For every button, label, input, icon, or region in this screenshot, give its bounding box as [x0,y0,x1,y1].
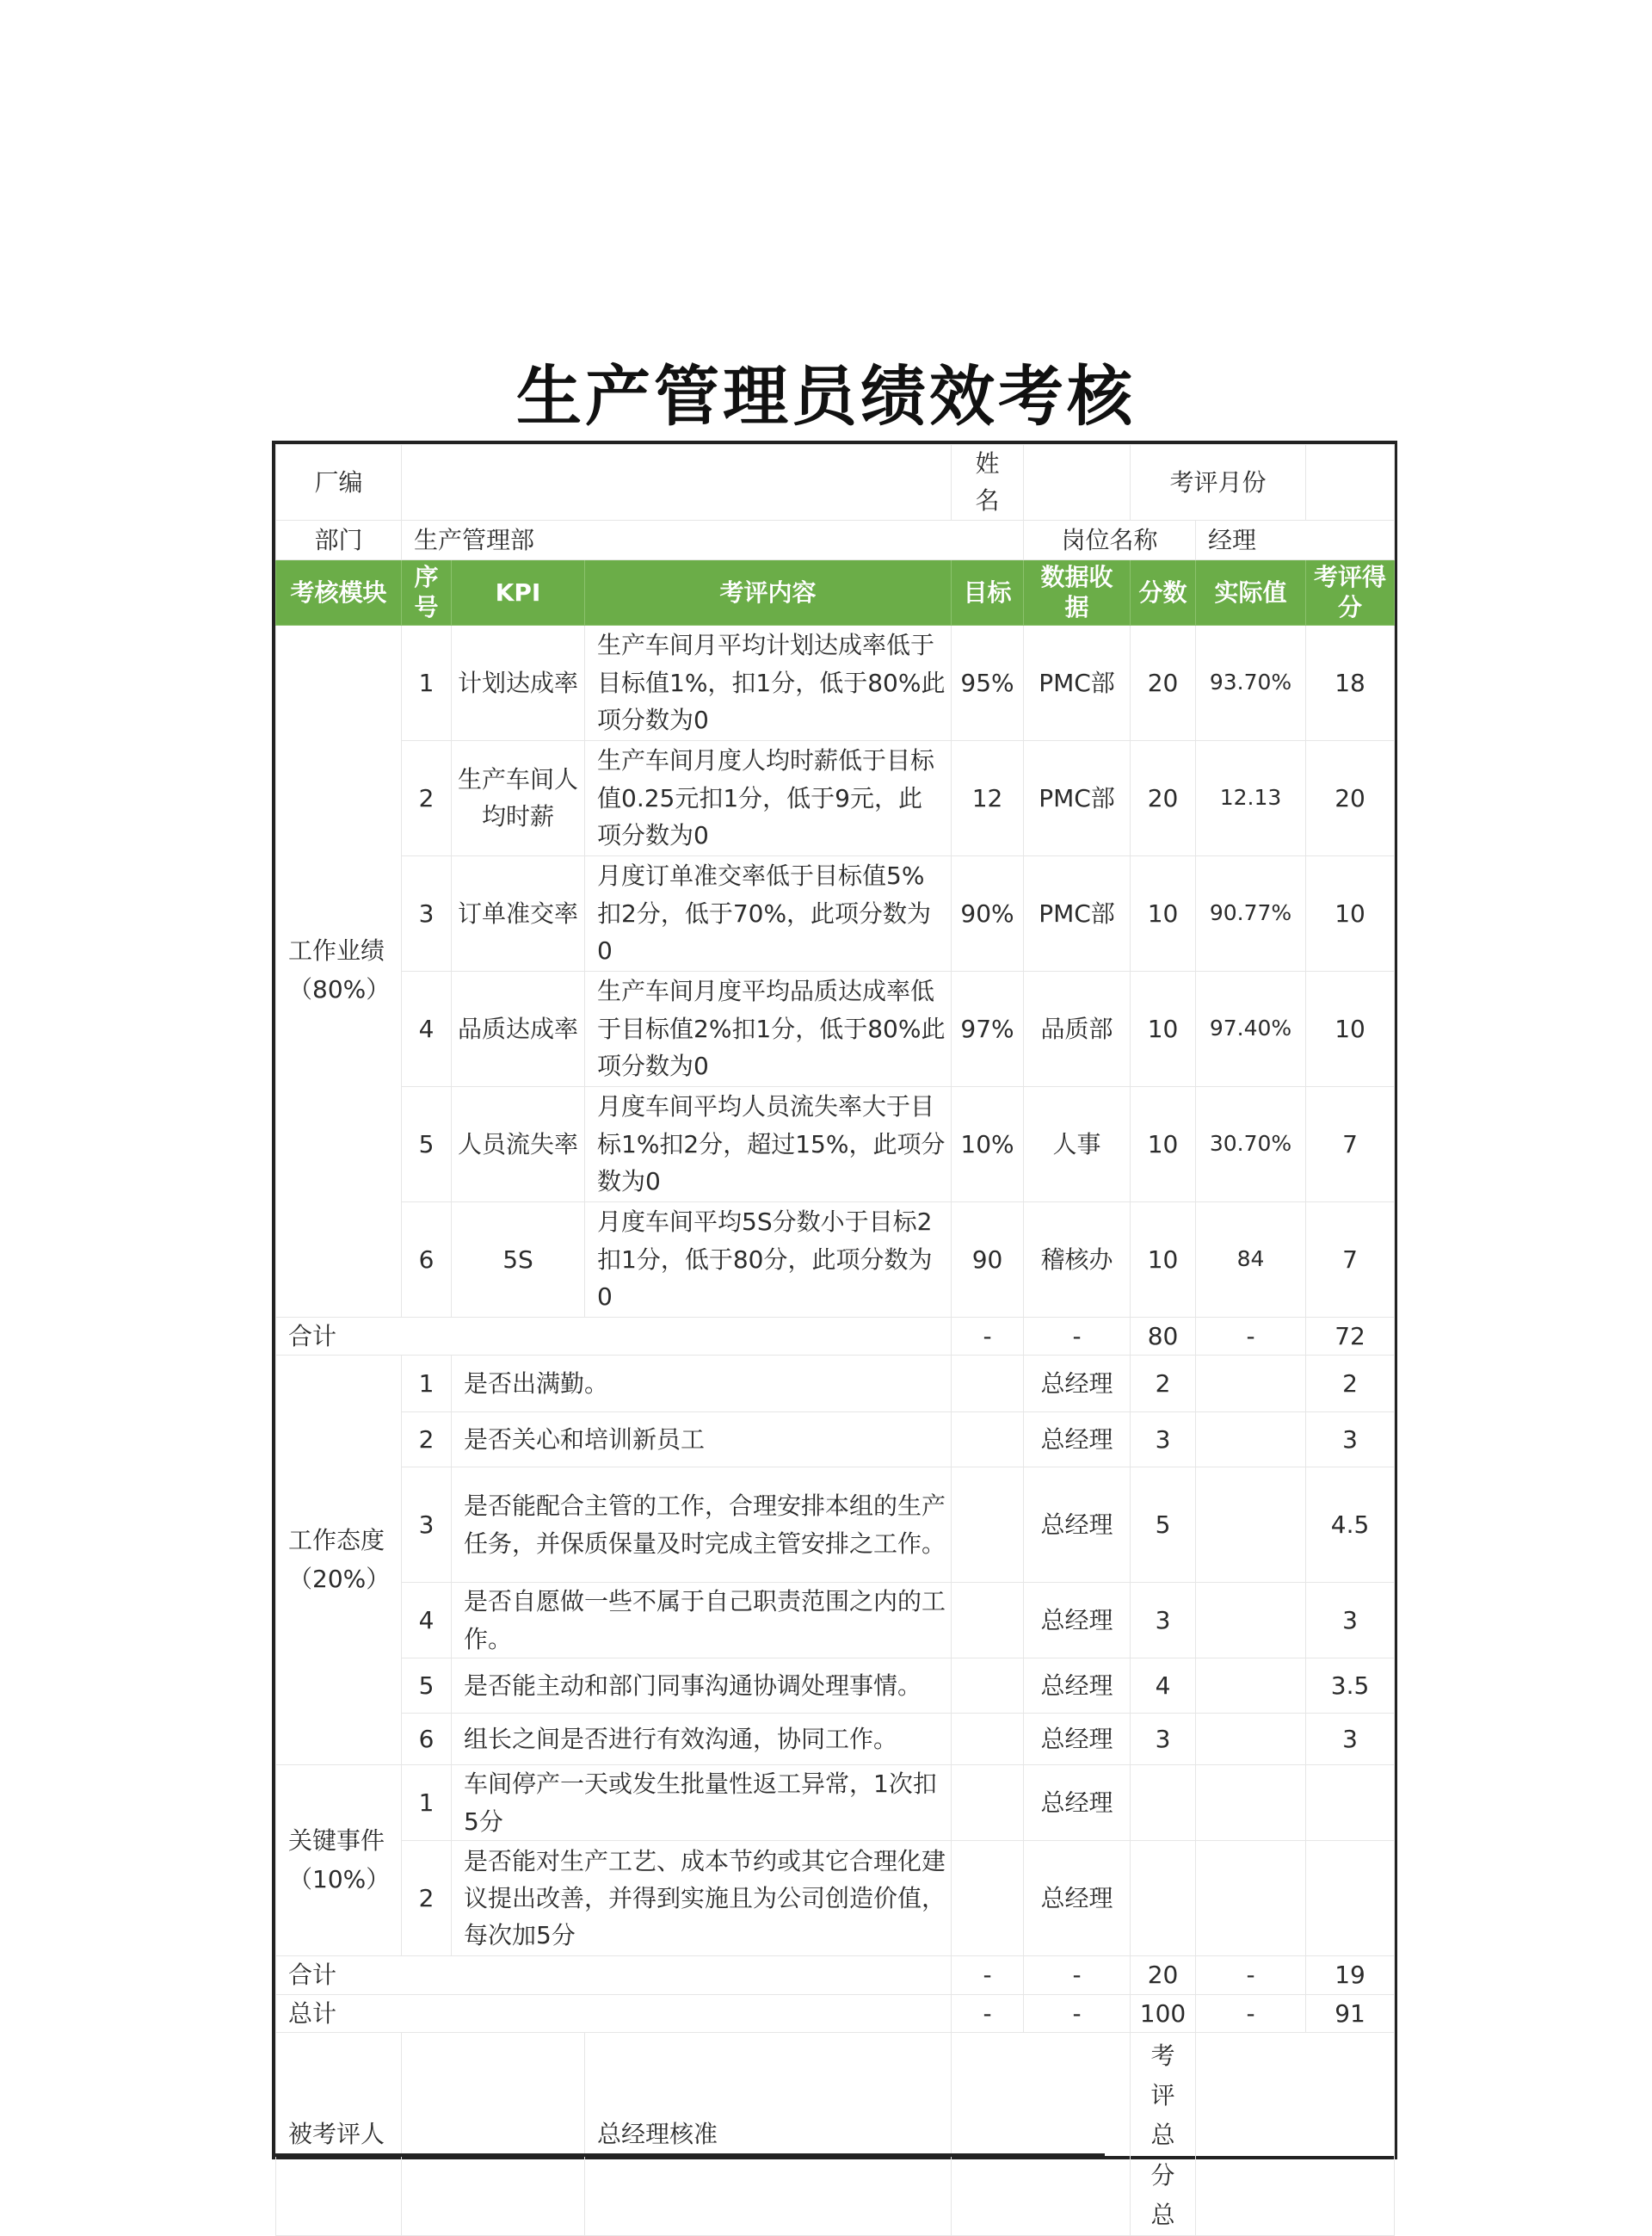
row-target [952,1841,1024,1956]
row-source: 总经理 [1024,1658,1131,1714]
row-content: 月度车间平均5S分数小于目标2扣1分，低于80分，此项分数为0 [585,1201,952,1317]
info-row-2 [276,520,1395,559]
total-label: 总计 [276,1994,952,2032]
row-actual [1196,1658,1306,1714]
row-source: 总经理 [1024,1714,1131,1765]
row-content: 生产车间月度平均品质达成率低于目标值2%扣1分，低于80%此项分数为0 [585,971,952,1086]
row-score: 10 [1131,1086,1196,1201]
row-actual: 30.70% [1196,1086,1306,1201]
row-target [952,1765,1024,1841]
row-target [952,1412,1024,1467]
row-content: 是否能对生产工艺、成本节约或其它合理化建议提出改善，并得到实施且为公司创造价值，每次加5分 [452,1841,952,1956]
total-row [276,1994,1395,2032]
row-content: 是否出满勤。 [452,1356,952,1412]
dept-label: 部门 [276,520,402,559]
row-content: 是否能主动和部门同事沟通协调处理事情。 [452,1658,952,1714]
row-content: 是否能配合主管的工作，合理安排本组的生产任务，并保质保量及时完成主管安排之工作。 [452,1467,952,1583]
row-actual [1196,1467,1306,1583]
appraisal-form [272,441,1397,2229]
header-row [276,559,1395,625]
row-no: 4 [402,971,452,1086]
row-source: PMC部 [1024,855,1131,971]
header-kpi: KPI [452,559,585,625]
row-content: 生产车间月平均计划达成率低于目标值1%，扣1分，低于80%此项分数为0 [585,625,952,740]
subtotal-actual: - [1196,1956,1306,1994]
table-row [276,971,1395,1086]
name-label: 姓 名 [952,445,1024,521]
row-target [952,1467,1024,1583]
row-score: 2 [1131,1356,1196,1412]
row-score [1131,1841,1196,1956]
header-result: 考评得分 [1306,559,1395,625]
row-content: 车间停产一天或发生批量性返工异常，1次扣5分 [452,1765,952,1841]
table-row [276,1201,1395,1317]
table-row [276,1467,1395,1583]
header-source: 数据收据 [1024,559,1131,625]
header-score: 分数 [1131,559,1196,625]
row-source: 品质部 [1024,971,1131,1086]
row-result [1306,1841,1395,1956]
row-source: 稽核办 [1024,1201,1131,1317]
subtotal-result: 72 [1306,1317,1395,1355]
page-title: 生产管理员绩效考核 [516,358,1136,435]
position-value: 经理 [1196,520,1395,559]
row-content: 月度订单准交率低于目标值5%扣2分，低于70%，此项分数为0 [585,855,952,971]
row-actual [1196,1412,1306,1467]
header-actual: 实际值 [1196,559,1306,625]
row-content: 月度车间平均人员流失率大于目标1%扣2分，超过15%，此项分数为0 [585,1086,952,1201]
row-target: 90% [952,855,1024,971]
row-score: 4 [1131,1658,1196,1714]
row-actual: 97.40% [1196,971,1306,1086]
total-score: 100 [1131,1994,1196,2032]
row-source: 总经理 [1024,1467,1131,1583]
header-target: 目标 [952,559,1024,625]
row-source: 人事 [1024,1086,1131,1201]
row-result: 4.5 [1306,1467,1395,1583]
row-kpi: 人员流失率 [452,1086,585,1201]
row-no: 6 [402,1714,452,1765]
month-value[interactable] [1306,445,1395,521]
row-result: 3 [1306,1583,1395,1658]
row-source: PMC部 [1024,625,1131,740]
row-source: 总经理 [1024,1583,1131,1658]
row-score: 3 [1131,1583,1196,1658]
subtotal-actual: - [1196,1317,1306,1355]
subtotal-source: - [1024,1956,1131,1994]
row-no: 3 [402,1467,452,1583]
table-row [276,1412,1395,1467]
row-result: 10 [1306,971,1395,1086]
row-no: 5 [402,1086,452,1201]
dept-value: 生产管理部 [402,520,1024,559]
row-kpi: 生产车间人均时薪 [452,740,585,855]
row-target: 12 [952,740,1024,855]
header-no: 序号 [402,559,452,625]
row-result: 20 [1306,740,1395,855]
row-target: 10% [952,1086,1024,1201]
appraisee-label: 被考评人 [276,2032,402,2235]
row-no: 2 [402,1412,452,1467]
row-result: 3.5 [1306,1658,1395,1714]
row-score: 10 [1131,971,1196,1086]
row-result: 7 [1306,1201,1395,1317]
row-kpi: 计划达成率 [452,625,585,740]
footer-divider [275,2153,1105,2157]
row-result: 2 [1306,1356,1395,1412]
row-actual [1196,1841,1306,1956]
row-result: 3 [1306,1412,1395,1467]
row-target: 90 [952,1201,1024,1317]
row-result: 10 [1306,855,1395,971]
appraisal-table [275,444,1395,2236]
position-label: 岗位名称 [1024,520,1196,559]
approval-signature[interactable] [952,2032,1131,2235]
row-actual [1196,1356,1306,1412]
row-score: 5 [1131,1467,1196,1583]
row-kpi: 订单准交率 [452,855,585,971]
subtotal-row [276,1956,1395,1994]
month-label: 考评月份 [1131,445,1306,521]
table-row [276,740,1395,855]
row-no: 1 [402,1356,452,1412]
row-target [952,1356,1024,1412]
row-no: 5 [402,1658,452,1714]
header-content: 考评内容 [585,559,952,625]
category-attitude: 工作态度（20%） [276,1356,402,1765]
row-score: 20 [1131,625,1196,740]
total-target: - [952,1994,1024,2032]
category-performance: 工作业绩（80%） [276,625,402,1317]
row-no: 3 [402,855,452,971]
row-source: 总经理 [1024,1841,1131,1956]
table-row [276,855,1395,971]
total-actual: - [1196,1994,1306,2032]
approval-label: 总经理核准 [585,2032,952,2235]
row-result: 18 [1306,625,1395,740]
summary-label [1131,2032,1196,2235]
row-result: 3 [1306,1714,1395,1765]
subtotal-result: 19 [1306,1956,1395,1994]
row-kpi: 5S [452,1201,585,1317]
subtotal-label: 合计 [276,1317,952,1355]
factory-value[interactable] [402,445,952,521]
row-content: 是否关心和培训新员工 [452,1412,952,1467]
appraisee-signature[interactable] [402,2032,585,2235]
row-actual: 84 [1196,1201,1306,1317]
row-no: 1 [402,1765,452,1841]
row-source: PMC部 [1024,740,1131,855]
row-score: 10 [1131,855,1196,971]
row-target [952,1714,1024,1765]
name-value[interactable] [1024,445,1131,521]
summary-label-text: 考评总分总 [1150,2041,1175,2229]
summary-value[interactable] [1196,2032,1395,2235]
row-source: 总经理 [1024,1412,1131,1467]
table-row [276,625,1395,740]
row-score [1131,1765,1196,1841]
row-score: 10 [1131,1201,1196,1317]
row-kpi: 品质达成率 [452,971,585,1086]
table-row [276,1356,1395,1412]
row-actual [1196,1583,1306,1658]
row-actual: 90.77% [1196,855,1306,971]
factory-label: 厂编 [276,445,402,521]
subtotal-row [276,1317,1395,1355]
table-row [276,1658,1395,1714]
row-target: 95% [952,625,1024,740]
row-content: 组长之间是否进行有效沟通，协同工作。 [452,1714,952,1765]
subtotal-label: 合计 [276,1956,952,1994]
total-source: - [1024,1994,1131,2032]
row-content: 生产车间月度人均时薪低于目标值0.25元扣1分，低于9元，此项分数为0 [585,740,952,855]
row-no: 2 [402,740,452,855]
table-row [276,1583,1395,1658]
row-target [952,1658,1024,1714]
row-source: 总经理 [1024,1356,1131,1412]
row-source: 总经理 [1024,1765,1131,1841]
category-key-events: 关键事件（10%） [276,1765,402,1956]
subtotal-score: 20 [1131,1956,1196,1994]
row-no: 4 [402,1583,452,1658]
row-actual: 93.70% [1196,625,1306,740]
table-row [276,1714,1395,1765]
row-no: 1 [402,625,452,740]
row-content: 是否自愿做一些不属于自己职责范围之内的工作。 [452,1583,952,1658]
row-score: 20 [1131,740,1196,855]
table-row [276,1841,1395,1956]
table-row [276,1765,1395,1841]
row-score: 3 [1131,1412,1196,1467]
table-row [276,1086,1395,1201]
subtotal-target: - [952,1956,1024,1994]
row-no: 2 [402,1841,452,1956]
row-actual: 12.13 [1196,740,1306,855]
header-module: 考核模块 [276,559,402,625]
subtotal-target: - [952,1317,1024,1355]
row-result: 7 [1306,1086,1395,1201]
signoff-row [276,2032,1395,2235]
row-result [1306,1765,1395,1841]
total-result: 91 [1306,1994,1395,2032]
subtotal-score: 80 [1131,1317,1196,1355]
info-row-1 [276,445,1395,521]
row-score: 3 [1131,1714,1196,1765]
row-actual [1196,1765,1306,1841]
row-no: 6 [402,1201,452,1317]
row-target [952,1583,1024,1658]
subtotal-source: - [1024,1317,1131,1355]
row-target: 97% [952,971,1024,1086]
row-actual [1196,1714,1306,1765]
